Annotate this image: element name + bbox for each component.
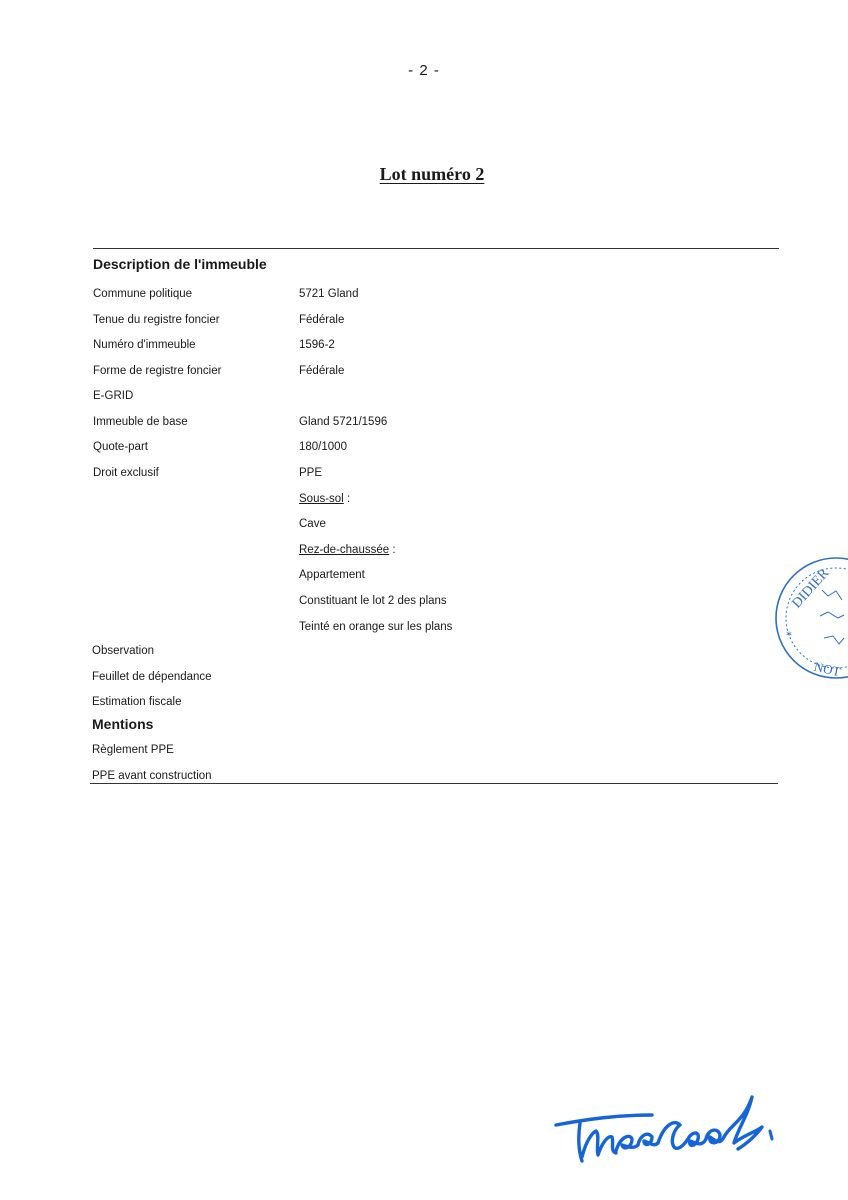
mentions-heading: Mentions: [92, 716, 154, 732]
basement-value: Cave: [299, 518, 326, 530]
label-observation: Observation: [92, 645, 155, 657]
label-immeuble-base: Immeuble de base: [93, 416, 188, 428]
basement-suffix: :: [343, 493, 351, 505]
label-numero-immeuble: Numéro d'immeuble: [93, 339, 196, 351]
label-droit-exclusif: Droit exclusif: [93, 467, 159, 479]
basement-label: Sous-sol: [299, 493, 344, 505]
mention-reglement-ppe: Règlement PPE: [92, 744, 174, 756]
value-numero-immeuble: 1596-2: [299, 339, 335, 351]
label-quote-part: Quote-part: [93, 441, 148, 453]
label-tenue-registre: Tenue du registre foncier: [93, 314, 220, 326]
lot-title: Lot numéro 2: [379, 164, 485, 184]
notary-stamp: [770, 550, 848, 688]
description-heading: Description de l'immeuble: [93, 256, 267, 272]
stamp-star: *: [786, 628, 792, 642]
ground-floor-label: Rez-de-chaussée: [299, 544, 390, 556]
value-immeuble-base: Gland 5721/1596: [299, 416, 388, 428]
signature: [548, 1085, 778, 1170]
label-feuillet-dependance: Feuillet de dépendance: [92, 671, 212, 683]
mention-ppe-avant-construction: PPE avant construction: [92, 770, 212, 782]
value-quote-part: 180/1000: [299, 441, 347, 453]
stamp-text: DIDIER: [789, 566, 833, 612]
stamp-text-2: NOT: [812, 658, 842, 680]
value-forme-registre: Fédérale: [299, 365, 345, 377]
page-number: - 2 -: [408, 62, 440, 79]
ground-floor-value: Appartement: [299, 569, 365, 581]
label-forme-registre: Forme de registre foncier: [93, 365, 222, 377]
plan-color-note: Teinté en orange sur les plans: [299, 621, 453, 633]
top-divider: [93, 248, 779, 249]
label-egrid: E-GRID: [93, 390, 134, 402]
lot-reference: Constituant le lot 2 des plans: [299, 595, 447, 607]
bottom-divider: [90, 783, 778, 784]
value-tenue-registre: Fédérale: [299, 314, 345, 326]
value-droit-exclusif: PPE: [299, 467, 323, 479]
ground-floor-suffix: :: [389, 544, 396, 556]
value-commune-politique: 5721 Gland: [299, 288, 359, 300]
label-estimation-fiscale: Estimation fiscale: [92, 696, 182, 708]
label-commune-politique: Commune politique: [93, 288, 193, 300]
